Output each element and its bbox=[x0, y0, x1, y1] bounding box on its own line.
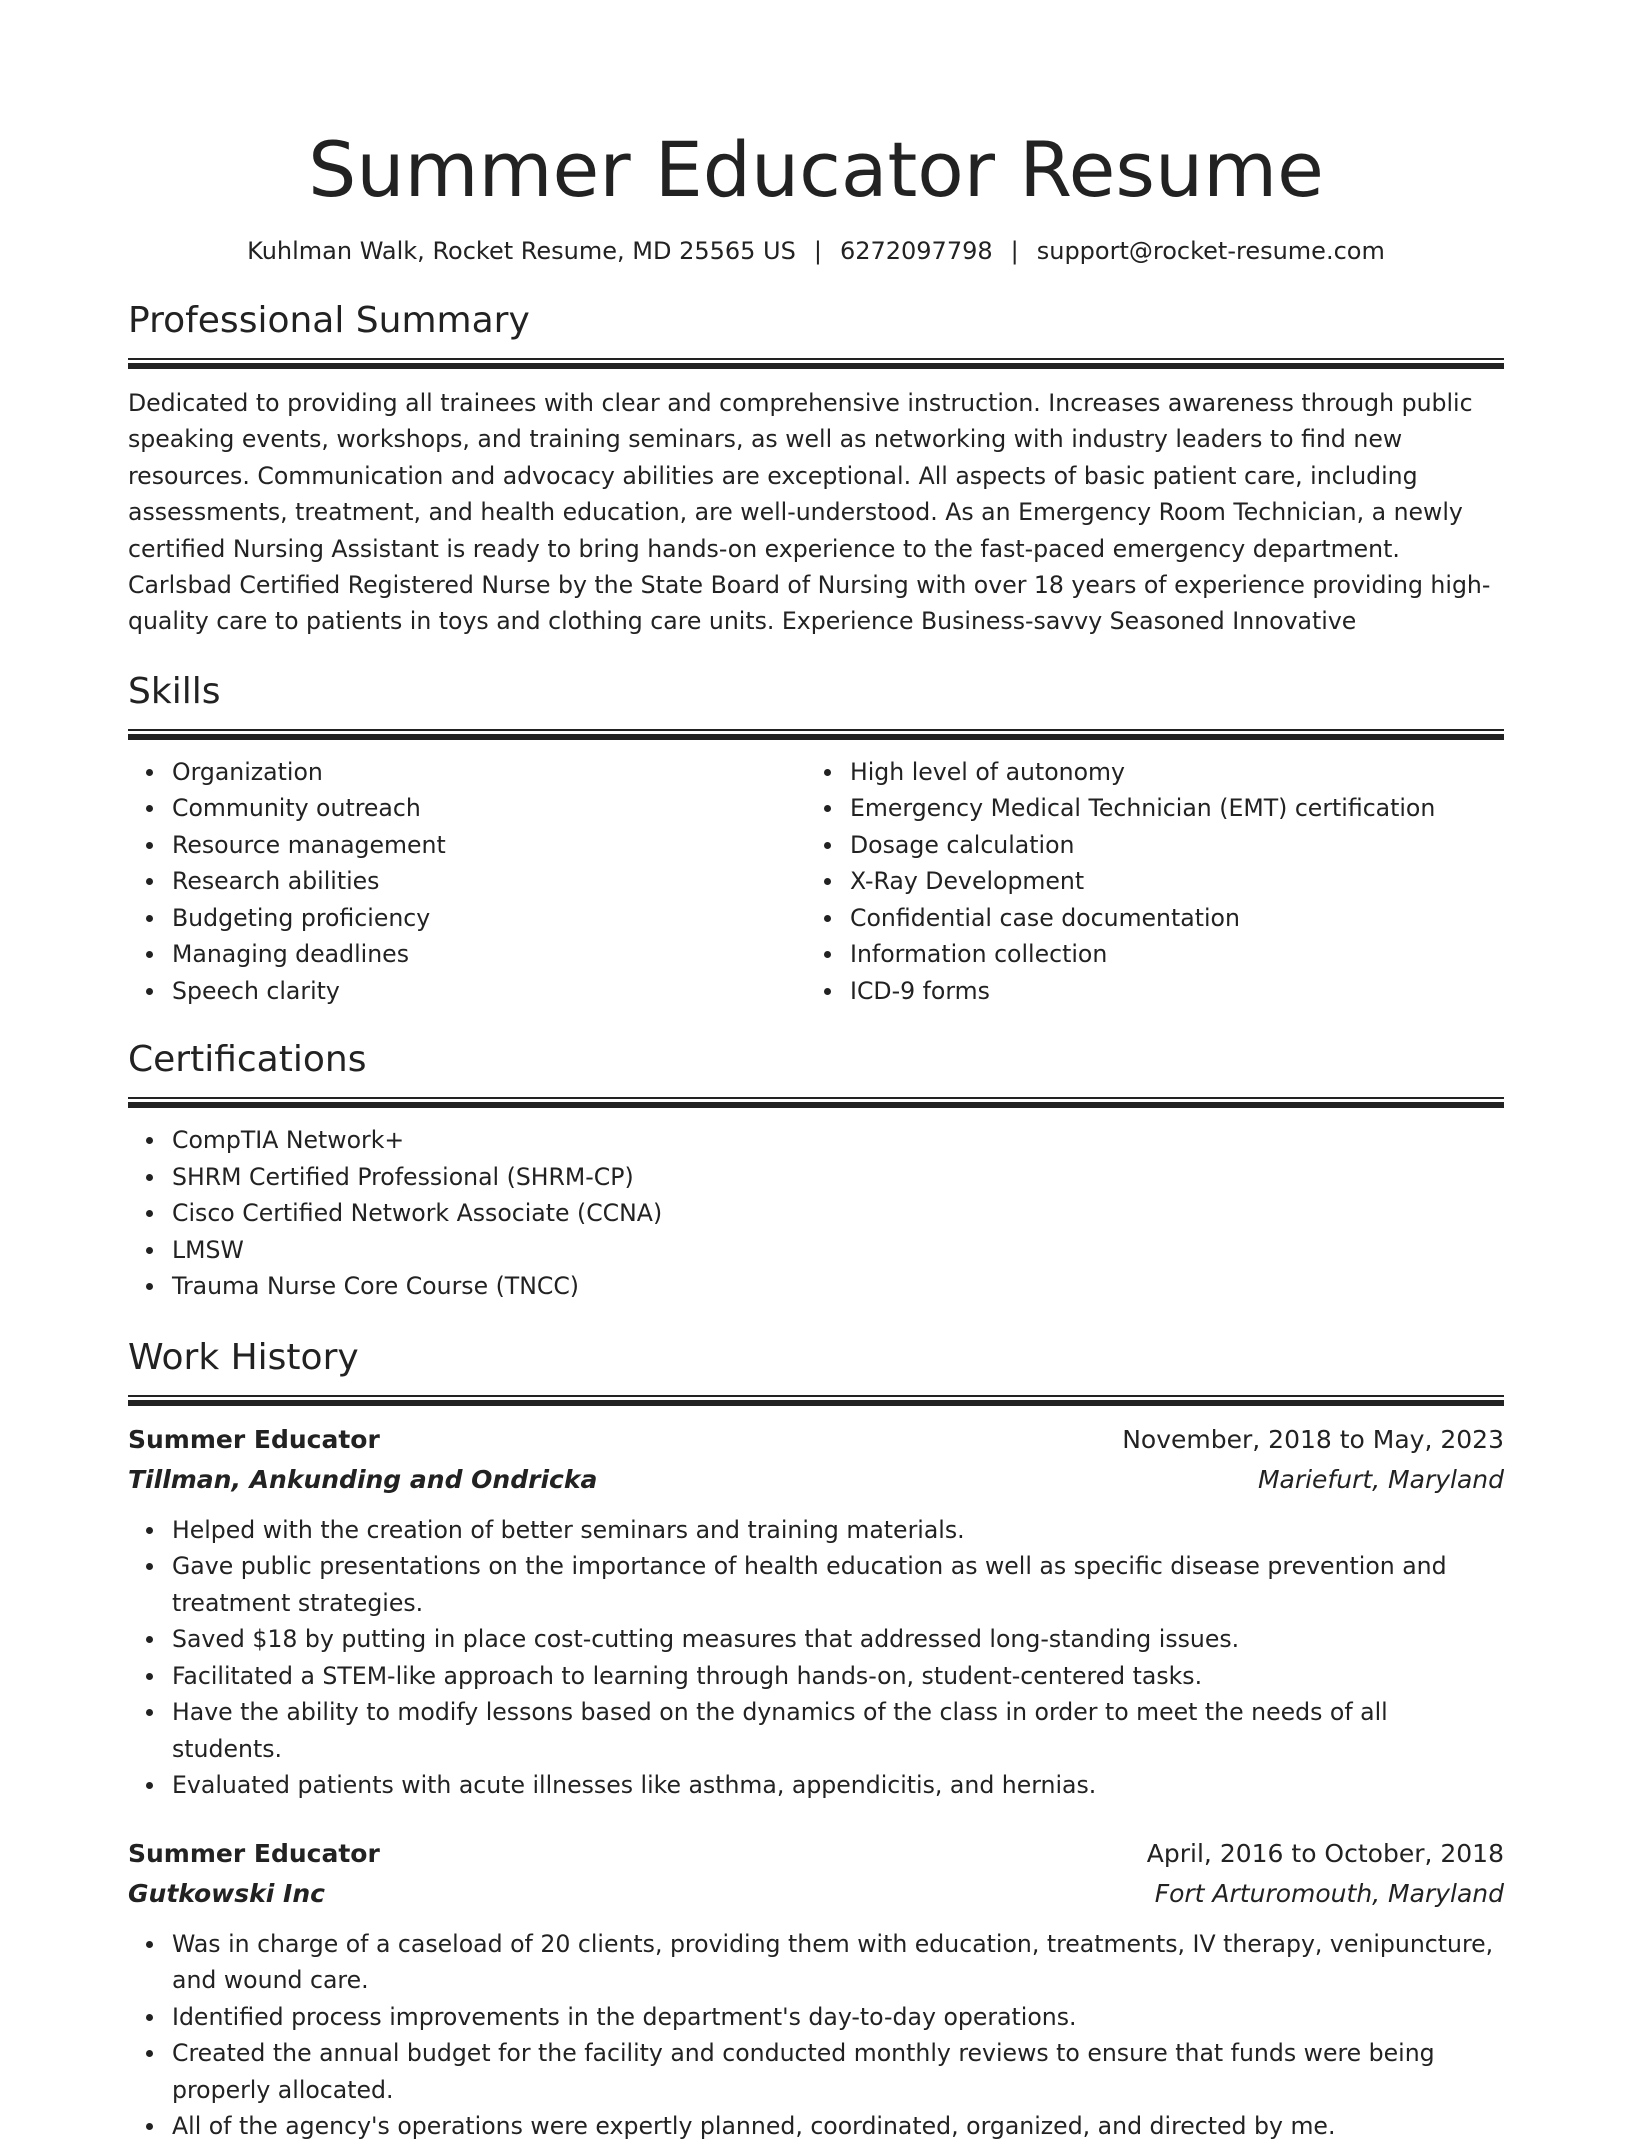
job-bullet: Facilitated a STEM-like approach to learning through hands-on, student-centered tasks. bbox=[172, 1658, 1504, 1695]
job-bullet: All of the agency's operations were expertly planned, coordinated, organized, and directed by me. bbox=[172, 2108, 1504, 2145]
job-subheader bbox=[128, 1874, 1504, 1914]
job-entry bbox=[128, 1834, 1504, 2145]
job-company: Gutkowski Inc bbox=[128, 1878, 325, 1908]
skill-item: Confidential case documentation bbox=[850, 900, 1484, 937]
certifications-section bbox=[128, 1037, 1504, 1305]
summary-section bbox=[128, 298, 1504, 640]
skill-item: Organization bbox=[172, 754, 806, 791]
job-bullet: Helped with the creation of better seminars and training materials. bbox=[172, 1512, 1504, 1549]
skill-item: ICD-9 forms bbox=[850, 973, 1484, 1010]
contact-separator: | bbox=[1010, 237, 1019, 265]
summary-text: Dedicated to providing all trainees with clear and comprehensive instruction. Increases awareness through public speaking events, workshops, and training seminars, as well as networking with industry leaders to find new resources. Communication and advocacy abilities are exceptional. All aspects of basic patient care, including assessments, treatment, and health education, are well-understood. As an Emergency Room Technician, a newly certified Nursing Assistant is ready to bring hands-on experience to the fast-paced emergency department. Carlsbad Certified Registered Nurse by the State Board of Nursing with over 18 years of experience providing high-quality care to patients in toys and clothing care units. Experience Business-savvy Seasoned Innovative bbox=[128, 389, 1491, 636]
skills-column-left bbox=[128, 754, 806, 1010]
job-bullet: Saved $18 by putting in place cost-cutting measures that addressed long-standing issues. bbox=[172, 1621, 1504, 1658]
skill-item: Information collection bbox=[850, 936, 1484, 973]
job-header bbox=[128, 1834, 1504, 1874]
section-heading-summary: Professional Summary bbox=[128, 300, 530, 341]
section-heading-skills: Skills bbox=[128, 670, 221, 712]
skill-item: Resource management bbox=[172, 827, 806, 864]
certification-item: Trauma Nurse Core Course (TNCC) bbox=[172, 1268, 1504, 1305]
skill-item: Dosage calculation bbox=[850, 827, 1484, 864]
skills-section bbox=[128, 669, 1504, 1010]
job-subheader bbox=[128, 1460, 1504, 1500]
section-divider bbox=[128, 1395, 1504, 1406]
job-title: Summer Educator bbox=[128, 1424, 380, 1454]
certifications-list bbox=[128, 1122, 1504, 1305]
work-history-section bbox=[128, 1335, 1504, 2145]
contact-email: support@rocket-resume.com bbox=[1036, 237, 1385, 265]
certification-item: LMSW bbox=[172, 1232, 1504, 1269]
job-bullet: Evaluated patients with acute illnesses like asthma, appendicitis, and hernias. bbox=[172, 1767, 1504, 1804]
section-heading-work-history: Work History bbox=[128, 1336, 359, 1378]
skill-item: Community outreach bbox=[172, 790, 806, 827]
contact-line bbox=[128, 234, 1504, 268]
skill-item: X-Ray Development bbox=[850, 863, 1484, 900]
section-divider bbox=[128, 1097, 1504, 1108]
resume-title: Summer Educator Resume bbox=[308, 125, 1324, 214]
job-entry bbox=[128, 1420, 1504, 1804]
certification-item: SHRM Certified Professional (SHRM-CP) bbox=[172, 1159, 1504, 1196]
job-bullets bbox=[128, 1512, 1504, 1804]
certification-item: Cisco Certified Network Associate (CCNA) bbox=[172, 1195, 1504, 1232]
skill-item: High level of autonomy bbox=[850, 754, 1484, 791]
section-divider bbox=[128, 729, 1504, 740]
job-bullet: Gave public presentations on the importance of health education as well as specific disease prevention and treatment strategies. bbox=[172, 1548, 1504, 1621]
job-bullet: Have the ability to modify lessons based on the dynamics of the class in order to meet the needs of all students. bbox=[172, 1694, 1504, 1767]
resume-page bbox=[128, 0, 1504, 2145]
job-bullet: Was in charge of a caseload of 20 clients, providing them with education, treatments, IV therapy, venipuncture, and wound care. bbox=[172, 1926, 1504, 1999]
job-header bbox=[128, 1420, 1504, 1460]
skill-item: Emergency Medical Technician (EMT) certification bbox=[850, 790, 1484, 827]
contact-address: Kuhlman Walk, Rocket Resume, MD 25565 US bbox=[247, 237, 796, 265]
job-bullet: Identified process improvements in the department's day-to-day operations. bbox=[172, 1999, 1504, 2036]
job-title: Summer Educator bbox=[128, 1838, 380, 1868]
skill-item: Research abilities bbox=[172, 863, 806, 900]
skill-item: Speech clarity bbox=[172, 973, 806, 1010]
job-dates: November, 2018 to May, 2023 bbox=[1122, 1424, 1504, 1454]
skills-column-right bbox=[806, 754, 1484, 1010]
skill-item: Budgeting proficiency bbox=[172, 900, 806, 937]
job-bullet: Created the annual budget for the facility and conducted monthly reviews to ensure that funds were being properly allocated. bbox=[172, 2035, 1504, 2108]
job-location: Mariefurt, Maryland bbox=[1257, 1464, 1504, 1494]
job-dates: April, 2016 to October, 2018 bbox=[1146, 1838, 1504, 1868]
section-heading-certifications: Certifications bbox=[128, 1039, 367, 1081]
job-company: Tillman, Ankunding and Ondricka bbox=[128, 1464, 598, 1494]
skill-item: Managing deadlines bbox=[172, 936, 806, 973]
skills-grid bbox=[128, 754, 1504, 1010]
job-location: Fort Arturomouth, Maryland bbox=[1154, 1878, 1504, 1908]
contact-separator: | bbox=[813, 237, 822, 265]
certification-item: CompTIA Network+ bbox=[172, 1122, 1504, 1159]
contact-phone: 6272097798 bbox=[839, 237, 993, 265]
section-divider bbox=[128, 358, 1504, 369]
